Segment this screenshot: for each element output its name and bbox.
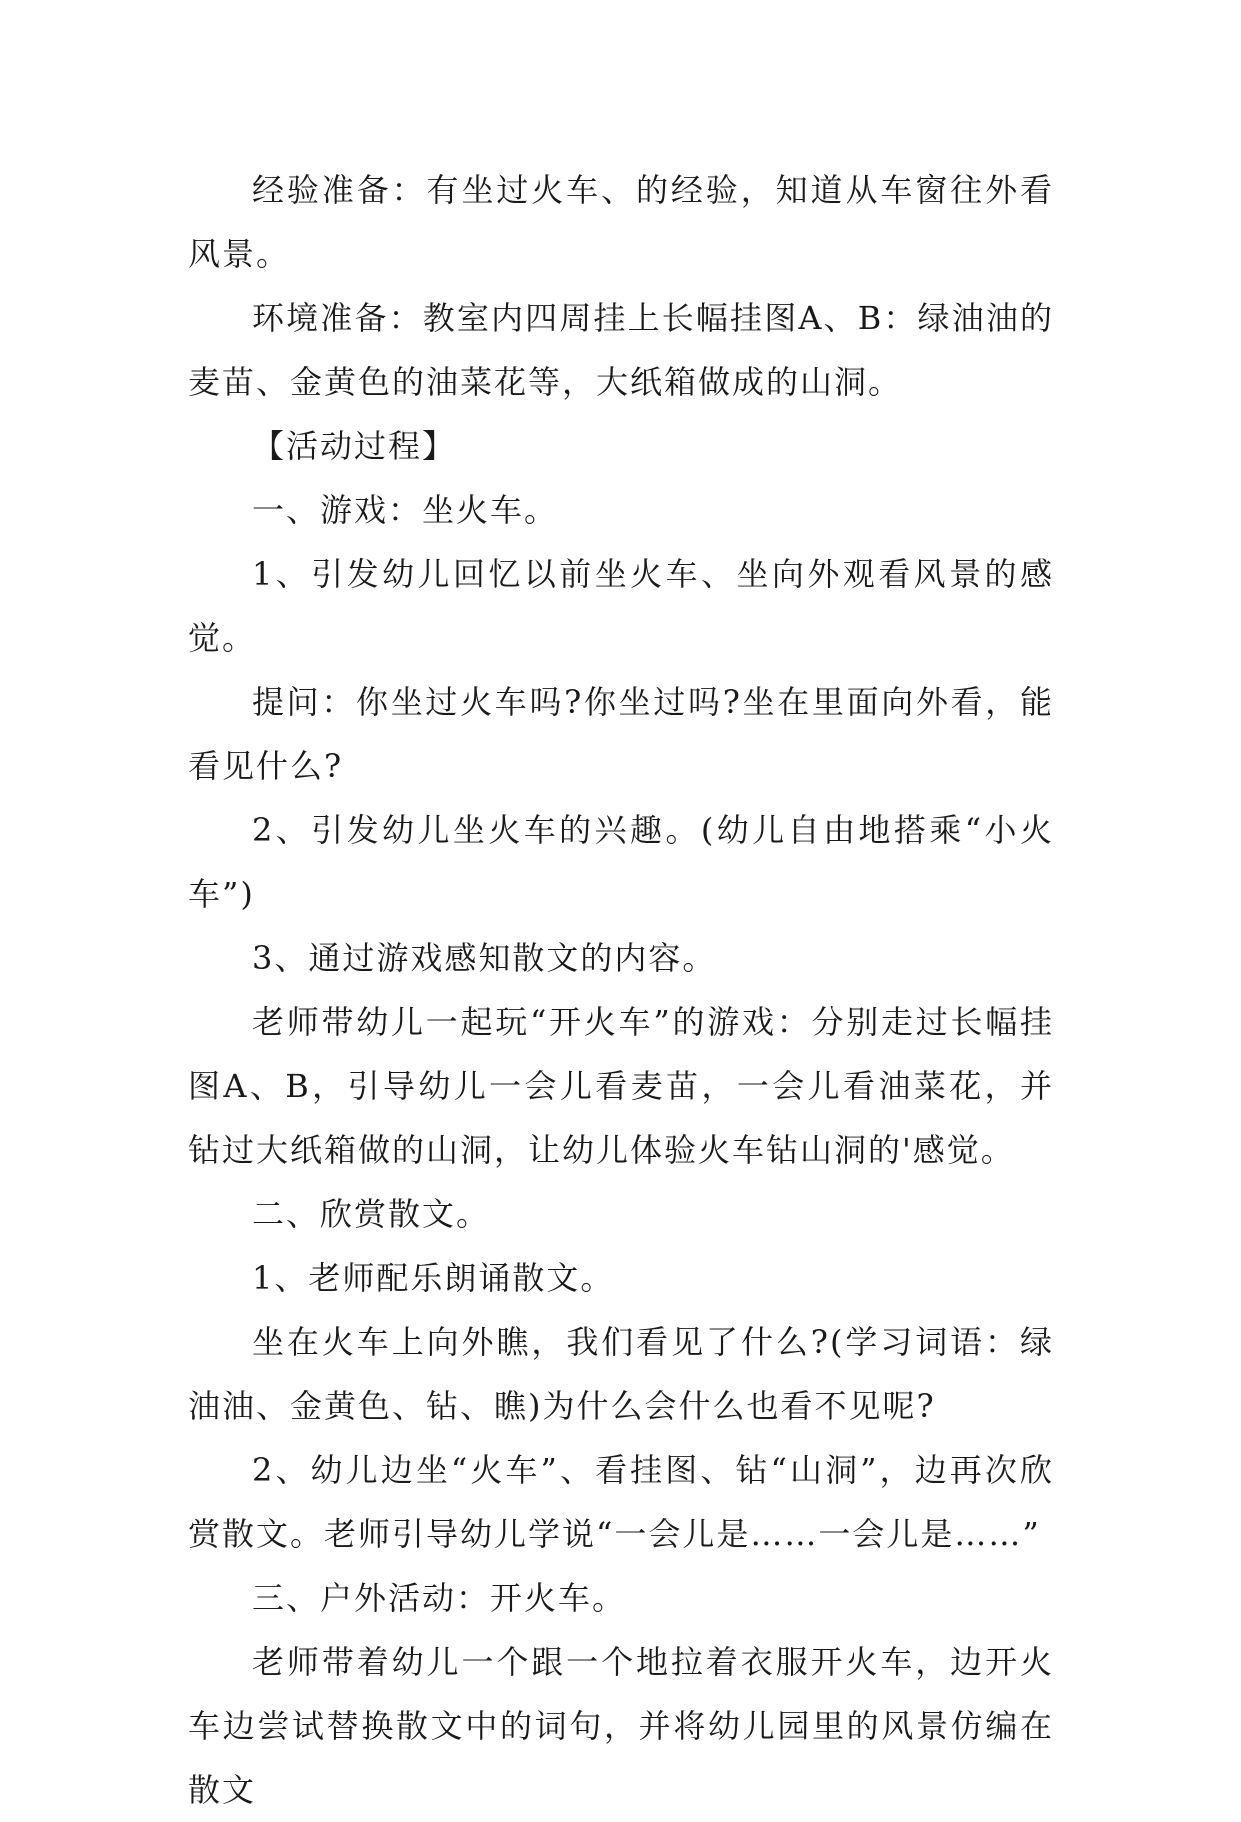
paragraph-questions: 提问：你坐过火车吗?你坐过吗?坐在里面向外看，能看见什么? [188, 683, 1054, 785]
paragraph-experience-prep: 经验准备：有坐过火车、的经验，知道从车窗往外看风景。 [188, 171, 1054, 273]
heading-game-ride-train: 一、游戏：坐火车。 [252, 491, 559, 529]
heading-outdoor-activity: 三、户外活动：开火车。 [252, 1579, 627, 1617]
paragraph-outdoor-train: 老师带着幼儿一个跟一个地拉着衣服开火车，边开火车边尝试替换散文中的词句，并将幼儿园里的风景仿编在散文 [188, 1643, 1054, 1809]
heading-appreciate-prose: 二、欣赏散文。 [252, 1195, 491, 1233]
paragraph-step-1-recall: 1、引发幼儿回忆以前坐火车、坐向外观看风景的感觉。 [188, 555, 1054, 657]
paragraph-environment-prep: 环境准备：教室内四周挂上长幅挂图A、B：绿油油的麦苗、金黄色的油菜花等，大纸箱做成的山洞。 [188, 299, 1054, 401]
paragraph-recite-prose: 1、老师配乐朗诵散文。 [252, 1259, 615, 1297]
section-heading-activity-process: 【活动过程】 [252, 427, 457, 465]
paragraph-re-appreciate: 2、幼儿边坐“火车”、看挂图、钻“山洞”，边再次欣赏散文。老师引导幼儿学说“一会儿是……一会儿是……” [188, 1451, 1054, 1553]
paragraph-step-3-perceive: 3、通过游戏感知散文的内容。 [252, 939, 717, 977]
document-body [188, 158, 1054, 1822]
paragraph-step-2-interest: 2、引发幼儿坐火车的兴趣。(幼儿自由地搭乘“小火车”) [188, 811, 1054, 913]
paragraph-train-game: 老师带幼儿一起玩“开火车”的游戏：分别走过长幅挂图A、B，引导幼儿一会儿看麦苗，一会儿看油菜花，并钻过大纸箱做的山洞，让幼儿体验火车钻山洞的'感觉。 [188, 1003, 1054, 1169]
paragraph-what-we-see: 坐在火车上向外瞧，我们看见了什么?(学习词语：绿油油、金黄色、钻、瞧)为什么会什么也看不见呢? [188, 1323, 1054, 1425]
